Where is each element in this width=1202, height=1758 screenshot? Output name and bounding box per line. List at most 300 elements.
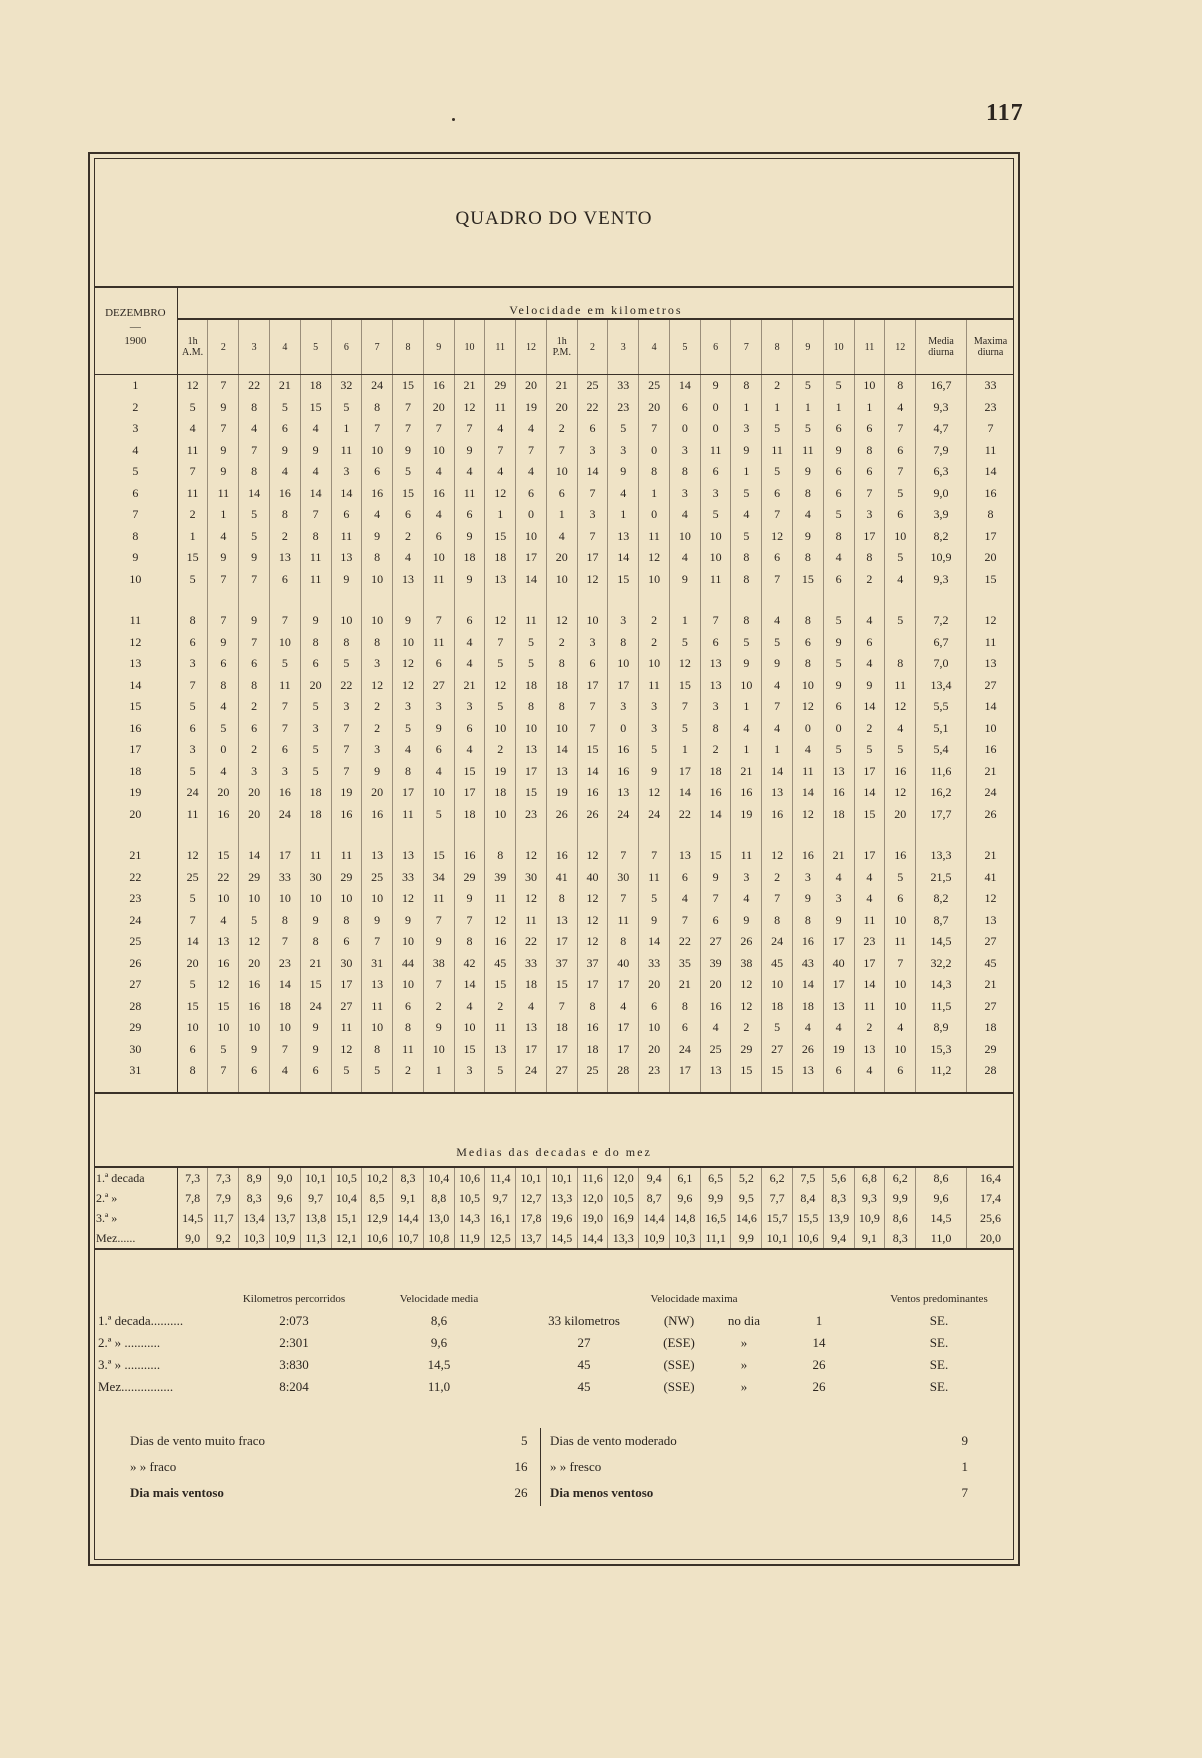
medias-cell: 19,0 bbox=[577, 1208, 608, 1228]
value-cell: 15 bbox=[762, 1060, 793, 1082]
value-cell: 10 bbox=[885, 996, 916, 1018]
value-cell: 6 bbox=[208, 653, 239, 675]
value-cell: 7 bbox=[577, 718, 608, 740]
value-cell: 21 bbox=[454, 375, 485, 397]
value-cell: 9 bbox=[423, 931, 454, 953]
value-cell: 16 bbox=[885, 761, 916, 783]
medias-max: 25,6 bbox=[980, 1210, 1002, 1225]
value-cell: 1 bbox=[762, 739, 793, 761]
hour-header: 10 bbox=[454, 319, 485, 375]
value-cell: 13 bbox=[516, 1017, 547, 1039]
summary-dir: (SSE) bbox=[663, 1357, 695, 1372]
value-cell: 12 bbox=[485, 675, 516, 697]
value-cell: 11 bbox=[516, 610, 547, 632]
value-cell: 6 bbox=[885, 1060, 916, 1082]
medias-cell: 13,3 bbox=[546, 1188, 577, 1208]
spacer-cell bbox=[94, 590, 177, 610]
value-cell: 29 bbox=[485, 375, 516, 397]
value-cell: 4 bbox=[300, 418, 331, 440]
value-cell: 6 bbox=[854, 461, 885, 483]
value-cell: 3 bbox=[608, 440, 639, 462]
value-cell: 30 bbox=[516, 867, 547, 889]
value-cell: 0 bbox=[669, 418, 700, 440]
max-cell: 10 bbox=[984, 720, 997, 735]
value-cell: 10 bbox=[885, 910, 916, 932]
value-cell: 17 bbox=[669, 761, 700, 783]
hour-header: 8 bbox=[393, 319, 424, 375]
medias-title: Medias das decadas e do mez bbox=[94, 1138, 1014, 1167]
value-cell: 11 bbox=[639, 675, 670, 697]
avg-cell: 7,9 bbox=[916, 440, 967, 462]
medias-avg: 9,6 bbox=[916, 1188, 967, 1208]
table-row bbox=[94, 910, 1014, 932]
value-cell: 9 bbox=[731, 910, 762, 932]
medias-cell: 10,3 bbox=[669, 1228, 700, 1249]
value-cell: 7 bbox=[270, 1039, 301, 1061]
value-cell: 13 bbox=[362, 974, 393, 996]
table-row bbox=[94, 375, 1014, 397]
value-cell: 2 bbox=[485, 996, 516, 1018]
value-cell: 4 bbox=[423, 461, 454, 483]
value-cell: 7 bbox=[331, 718, 362, 740]
value-cell: 13 bbox=[516, 739, 547, 761]
summary-vmax: 45 bbox=[577, 1357, 591, 1372]
medias-cell: 9,9 bbox=[885, 1188, 916, 1208]
medias-cell: 9,6 bbox=[669, 1188, 700, 1208]
value-cell: 4 bbox=[208, 910, 239, 932]
value-cell: 3 bbox=[608, 696, 639, 718]
value-cell: 16 bbox=[731, 782, 762, 804]
value-cell: 27 bbox=[331, 996, 362, 1018]
value-cell: 9 bbox=[239, 1039, 270, 1061]
value-cell: 5 bbox=[854, 739, 885, 761]
value-cell: 4 bbox=[823, 1017, 854, 1039]
value-cell: 1 bbox=[669, 739, 700, 761]
value-cell: 6 bbox=[362, 461, 393, 483]
day-cell: 1 bbox=[94, 375, 177, 397]
value-cell: 4 bbox=[793, 1017, 824, 1039]
hour-header: 9 bbox=[423, 319, 454, 375]
value-cell: 7 bbox=[270, 696, 301, 718]
day-cell: 12 bbox=[94, 632, 177, 654]
value-cell: 7 bbox=[423, 418, 454, 440]
medias-max: 20,0 bbox=[967, 1228, 1014, 1249]
hour-header bbox=[546, 319, 577, 375]
max-cell: 20 bbox=[984, 550, 997, 565]
value-cell: 8 bbox=[393, 761, 424, 783]
value-cell: 10 bbox=[362, 1017, 393, 1039]
value-cell: 19 bbox=[516, 397, 547, 419]
hour-header: 5 bbox=[669, 319, 700, 375]
table-row bbox=[94, 761, 1014, 783]
days-right-label: » » fresco bbox=[550, 1459, 602, 1474]
value-cell: 20 bbox=[300, 675, 331, 697]
value-cell: 4 bbox=[393, 739, 424, 761]
value-cell: 7 bbox=[854, 483, 885, 505]
value-cell: 5 bbox=[823, 739, 854, 761]
value-cell: 5 bbox=[885, 739, 916, 761]
summary-vmax: 27 bbox=[577, 1335, 591, 1350]
value-cell: 27 bbox=[762, 1039, 793, 1061]
value-cell: 0 bbox=[823, 718, 854, 740]
value-cell: 23 bbox=[854, 931, 885, 953]
value-cell: 10 bbox=[177, 1017, 208, 1039]
value-cell: 24 bbox=[177, 782, 208, 804]
value-cell: 10 bbox=[885, 974, 916, 996]
spacer-cell bbox=[546, 1082, 577, 1093]
value-cell: 14 bbox=[762, 761, 793, 783]
value-cell: 11 bbox=[608, 910, 639, 932]
spacer-cell bbox=[362, 825, 393, 845]
value-cell: 9 bbox=[300, 1017, 331, 1039]
avg-cell: 8,2 bbox=[916, 888, 967, 910]
avg-cell: 4,7 bbox=[916, 418, 967, 440]
medias-table bbox=[94, 1138, 1014, 1250]
hour-header: 6 bbox=[700, 319, 731, 375]
value-cell: 12 bbox=[762, 526, 793, 548]
value-cell: 24 bbox=[270, 804, 301, 826]
value-cell: 24 bbox=[639, 804, 670, 826]
value-cell: 9 bbox=[454, 526, 485, 548]
value-cell: 1 bbox=[485, 504, 516, 526]
value-cell: 2 bbox=[854, 569, 885, 591]
value-cell: 12 bbox=[177, 845, 208, 867]
value-cell: 11 bbox=[423, 632, 454, 654]
value-cell: 18 bbox=[516, 974, 547, 996]
value-cell: 5 bbox=[793, 418, 824, 440]
value-cell: 9 bbox=[823, 632, 854, 654]
value-cell: 17 bbox=[854, 761, 885, 783]
value-cell: 10 bbox=[577, 610, 608, 632]
spacer-cell bbox=[916, 1082, 967, 1093]
value-cell: 3 bbox=[731, 867, 762, 889]
value-cell: 6 bbox=[177, 1039, 208, 1061]
medias-cell: 7,3 bbox=[208, 1167, 239, 1188]
summary-label: 2.ª » ........... bbox=[98, 1335, 161, 1350]
value-cell: 4 bbox=[885, 1017, 916, 1039]
value-cell: 4 bbox=[854, 610, 885, 632]
value-cell: 4 bbox=[854, 653, 885, 675]
value-cell: 3 bbox=[577, 504, 608, 526]
value-cell: 8 bbox=[577, 996, 608, 1018]
max-cell: 21 bbox=[984, 977, 997, 992]
value-cell: 26 bbox=[793, 1039, 824, 1061]
value-cell: 21 bbox=[546, 375, 577, 397]
summary-nodia: » bbox=[740, 1379, 748, 1394]
medias-cell: 19,6 bbox=[546, 1208, 577, 1228]
value-cell: 10 bbox=[331, 610, 362, 632]
value-cell: 11 bbox=[639, 867, 670, 889]
value-cell: 7 bbox=[423, 610, 454, 632]
medias-label: 3.ª » bbox=[94, 1208, 177, 1228]
avg-cell: 10,9 bbox=[916, 547, 967, 569]
spacer-cell bbox=[270, 1082, 301, 1093]
spacer-cell bbox=[362, 590, 393, 610]
value-cell: 14 bbox=[669, 375, 700, 397]
value-cell: 12 bbox=[577, 931, 608, 953]
value-cell: 1 bbox=[177, 526, 208, 548]
value-cell: 7 bbox=[700, 610, 731, 632]
medias-cell: 10,1 bbox=[546, 1167, 577, 1188]
max-cell: 15 bbox=[984, 571, 997, 586]
summary-dir: (ESE) bbox=[663, 1335, 695, 1350]
value-cell: 5 bbox=[516, 653, 547, 675]
value-cell: 5 bbox=[485, 653, 516, 675]
value-cell: 14 bbox=[669, 782, 700, 804]
value-cell: 15 bbox=[423, 845, 454, 867]
value-cell: 19 bbox=[731, 804, 762, 826]
value-cell: 13 bbox=[393, 845, 424, 867]
value-cell: 6 bbox=[331, 504, 362, 526]
medias-cell: 11,1 bbox=[700, 1228, 731, 1249]
value-cell: 9 bbox=[393, 910, 424, 932]
value-cell: 8 bbox=[546, 653, 577, 675]
day-cell: 4 bbox=[94, 440, 177, 462]
value-cell: 2 bbox=[546, 632, 577, 654]
medias-cell: 10,2 bbox=[362, 1167, 393, 1188]
value-cell: 8 bbox=[731, 547, 762, 569]
value-cell: 18 bbox=[485, 547, 516, 569]
value-cell: 13 bbox=[700, 675, 731, 697]
value-cell: 8 bbox=[669, 996, 700, 1018]
hour-header: 4 bbox=[639, 319, 670, 375]
max-cell: 12 bbox=[984, 613, 997, 628]
avg-cell: 5,4 bbox=[916, 739, 967, 761]
avg-cell: 9,3 bbox=[916, 397, 967, 419]
spacer-cell bbox=[577, 825, 608, 845]
medias-cell: 10,5 bbox=[608, 1188, 639, 1208]
value-cell: 5 bbox=[823, 610, 854, 632]
value-cell: 15 bbox=[454, 761, 485, 783]
media-diurna-header: Media diurna bbox=[916, 319, 967, 375]
value-cell: 15 bbox=[793, 569, 824, 591]
value-cell: 6 bbox=[516, 483, 547, 505]
value-cell: 11 bbox=[731, 845, 762, 867]
value-cell: 5 bbox=[731, 526, 762, 548]
value-cell: 10 bbox=[639, 653, 670, 675]
spacer-cell bbox=[639, 1082, 670, 1093]
medias-cell: 6,2 bbox=[885, 1167, 916, 1188]
value-cell: 8 bbox=[362, 547, 393, 569]
avg-cell: 32,2 bbox=[916, 953, 967, 975]
value-cell: 21 bbox=[823, 845, 854, 867]
spacer-cell bbox=[94, 825, 177, 845]
value-cell: 11 bbox=[485, 888, 516, 910]
days-row bbox=[130, 1428, 980, 1454]
value-cell: 3 bbox=[300, 718, 331, 740]
value-cell: 13 bbox=[608, 526, 639, 548]
medias-cell: 14,4 bbox=[577, 1228, 608, 1249]
value-cell: 3 bbox=[331, 696, 362, 718]
spacer-cell bbox=[885, 590, 916, 610]
value-cell: 8 bbox=[362, 397, 393, 419]
value-cell: 13 bbox=[331, 547, 362, 569]
table-row bbox=[94, 696, 1014, 718]
value-cell: 4 bbox=[362, 504, 393, 526]
medias-cell: 16,9 bbox=[608, 1208, 639, 1228]
value-cell: 12 bbox=[577, 569, 608, 591]
spacer-cell bbox=[762, 1082, 793, 1093]
day-cell: 27 bbox=[94, 974, 177, 996]
value-cell: 3 bbox=[239, 761, 270, 783]
value-cell: 10 bbox=[423, 1039, 454, 1061]
spacer-cell bbox=[608, 1082, 639, 1093]
value-cell: 7 bbox=[208, 375, 239, 397]
max-cell: 21 bbox=[984, 848, 997, 863]
value-cell: 12 bbox=[516, 845, 547, 867]
value-cell: 9 bbox=[300, 610, 331, 632]
value-cell: 5 bbox=[762, 418, 793, 440]
value-cell: 4 bbox=[669, 504, 700, 526]
value-cell: 9 bbox=[731, 653, 762, 675]
value-cell: 22 bbox=[669, 931, 700, 953]
value-cell: 8 bbox=[331, 910, 362, 932]
value-cell: 17 bbox=[823, 974, 854, 996]
value-cell: 2 bbox=[239, 739, 270, 761]
value-cell: 20 bbox=[639, 397, 670, 419]
value-cell: 1 bbox=[208, 504, 239, 526]
medias-cell: 11,9 bbox=[454, 1228, 485, 1249]
value-cell: 5 bbox=[823, 375, 854, 397]
summary-km: 8:204 bbox=[279, 1379, 309, 1394]
value-cell: 11 bbox=[331, 845, 362, 867]
value-cell: 11 bbox=[885, 931, 916, 953]
days-row bbox=[130, 1454, 980, 1480]
value-cell: 16 bbox=[608, 739, 639, 761]
value-cell: 13 bbox=[762, 782, 793, 804]
value-cell: 40 bbox=[823, 953, 854, 975]
medias-cell: 14,4 bbox=[393, 1208, 424, 1228]
value-cell: 9 bbox=[639, 910, 670, 932]
value-cell: 17 bbox=[577, 974, 608, 996]
spacer-cell bbox=[577, 1082, 608, 1093]
value-cell: 4 bbox=[700, 1017, 731, 1039]
spacer-cell bbox=[793, 590, 824, 610]
value-cell: 10 bbox=[362, 440, 393, 462]
value-cell: 7 bbox=[700, 888, 731, 910]
days-separator bbox=[540, 1428, 550, 1454]
value-cell: 12 bbox=[393, 888, 424, 910]
summary-rows bbox=[94, 1310, 1014, 1398]
value-cell: 18 bbox=[546, 1017, 577, 1039]
value-cell: 2 bbox=[854, 1017, 885, 1039]
value-cell: 8 bbox=[793, 910, 824, 932]
value-cell: 11 bbox=[885, 675, 916, 697]
value-cell: 23 bbox=[639, 1060, 670, 1082]
medias-cell: 10,4 bbox=[423, 1167, 454, 1188]
table-row bbox=[94, 974, 1014, 996]
value-cell: 3 bbox=[423, 696, 454, 718]
medias-cell: 8,6 bbox=[885, 1208, 916, 1228]
medias-cell: 7,3 bbox=[177, 1167, 208, 1188]
value-cell: 16 bbox=[700, 996, 731, 1018]
medias-avg: 11,0 bbox=[916, 1228, 967, 1249]
value-cell: 10 bbox=[239, 1017, 270, 1039]
day-cell: 24 bbox=[94, 910, 177, 932]
medias-avg: 14,5 bbox=[916, 1208, 967, 1228]
value-cell: 8 bbox=[793, 610, 824, 632]
medias-label: 2.ª » bbox=[94, 1188, 177, 1208]
max-cell: 18 bbox=[984, 1020, 997, 1035]
value-cell: 7 bbox=[239, 440, 270, 462]
value-cell: 13 bbox=[823, 996, 854, 1018]
value-cell: 10 bbox=[700, 547, 731, 569]
value-cell: 13 bbox=[270, 547, 301, 569]
value-cell: 6 bbox=[454, 610, 485, 632]
value-cell: 16 bbox=[454, 845, 485, 867]
value-cell: 7 bbox=[577, 526, 608, 548]
avg-cell: 15,3 bbox=[916, 1039, 967, 1061]
value-cell: 17 bbox=[823, 931, 854, 953]
value-cell: 14 bbox=[177, 931, 208, 953]
max-cell: 8 bbox=[987, 507, 994, 522]
medias-label: Mez...... bbox=[94, 1228, 177, 1249]
day-cell: 28 bbox=[94, 996, 177, 1018]
medias-cell: 8,3 bbox=[823, 1188, 854, 1208]
value-cell: 4 bbox=[793, 739, 824, 761]
value-cell: 7 bbox=[762, 504, 793, 526]
avg-cell: 5,5 bbox=[916, 696, 967, 718]
value-cell: 8 bbox=[762, 910, 793, 932]
value-cell: 17 bbox=[546, 931, 577, 953]
value-cell: 26 bbox=[577, 804, 608, 826]
value-cell: 4 bbox=[731, 504, 762, 526]
value-cell: 22 bbox=[208, 867, 239, 889]
value-cell: 4 bbox=[485, 461, 516, 483]
spacer-cell bbox=[700, 590, 731, 610]
value-cell: 3 bbox=[577, 632, 608, 654]
value-cell: 7 bbox=[577, 483, 608, 505]
value-cell: 26 bbox=[546, 804, 577, 826]
value-cell: 14 bbox=[546, 739, 577, 761]
medias-cell: 10,8 bbox=[423, 1228, 454, 1249]
value-cell: 17 bbox=[854, 845, 885, 867]
spacer-cell bbox=[454, 825, 485, 845]
max-cell: 33 bbox=[984, 378, 997, 393]
value-cell: 5 bbox=[208, 718, 239, 740]
spacer-cell bbox=[423, 825, 454, 845]
value-cell: 10 bbox=[270, 888, 301, 910]
value-cell: 7 bbox=[454, 418, 485, 440]
value-cell: 45 bbox=[762, 953, 793, 975]
value-cell: 5 bbox=[669, 632, 700, 654]
value-cell: 12 bbox=[669, 653, 700, 675]
day-cell: 3 bbox=[94, 418, 177, 440]
value-cell: 7 bbox=[239, 569, 270, 591]
value-cell: 19 bbox=[331, 782, 362, 804]
table-row bbox=[94, 461, 1014, 483]
medias-row bbox=[94, 1167, 1014, 1188]
medias-max: 16,4 bbox=[980, 1170, 1002, 1185]
value-cell: 10 bbox=[331, 888, 362, 910]
spacer-cell bbox=[94, 1082, 177, 1093]
max-cell: 21 bbox=[984, 763, 997, 778]
value-cell: 6 bbox=[823, 569, 854, 591]
value-cell: 5 bbox=[239, 504, 270, 526]
max-cell: 28 bbox=[984, 1063, 997, 1078]
value-cell: 2 bbox=[423, 996, 454, 1018]
value-cell: 5 bbox=[700, 504, 731, 526]
value-cell: 0 bbox=[700, 397, 731, 419]
value-cell: 5 bbox=[177, 397, 208, 419]
max-cell: 7 bbox=[987, 421, 994, 436]
value-cell: 24 bbox=[516, 1060, 547, 1082]
value-cell: 14 bbox=[454, 974, 485, 996]
value-cell: 6 bbox=[823, 461, 854, 483]
value-cell: 5 bbox=[239, 526, 270, 548]
value-cell: 4 bbox=[608, 996, 639, 1018]
value-cell: 10 bbox=[393, 632, 424, 654]
